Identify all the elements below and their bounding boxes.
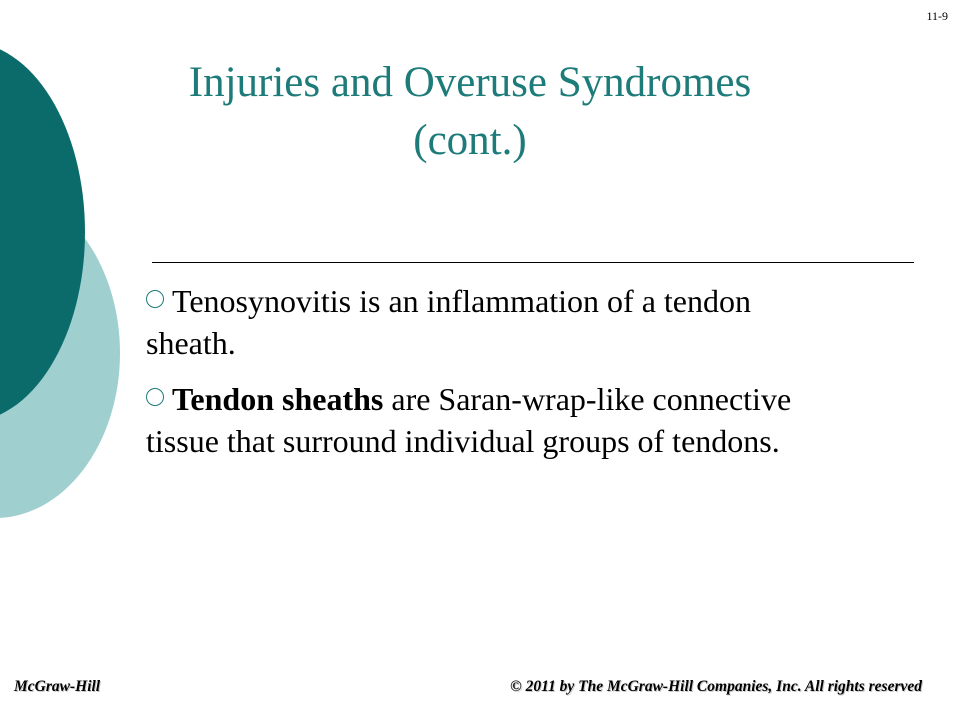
footer-publisher: McGraw-Hill	[14, 678, 101, 695]
bullet-list	[146, 280, 846, 476]
bullet-text: Tenosynovitis is an inflammation of a tendon sheath.	[146, 283, 751, 361]
bullet-item	[146, 280, 846, 364]
circle-bullet-icon	[146, 290, 164, 308]
slide-title	[110, 54, 830, 170]
slide-number: 11-9	[926, 9, 948, 23]
bullet-term: Tendon sheaths	[172, 381, 384, 417]
slide-title-line-2: (cont.)	[413, 117, 527, 164]
circle-bullet-icon	[146, 388, 164, 406]
title-divider	[152, 262, 914, 263]
bullet-item	[146, 378, 846, 462]
slide-title-line-1: Injuries and Overuse Syndromes	[188, 59, 752, 106]
bullet-text: are Saran-wrap-like connective tissue that surround individual groups of tendons.	[146, 381, 792, 459]
footer-copyright: © 2011 by The McGraw-Hill Companies, Inc. All rights reserved	[510, 678, 922, 695]
